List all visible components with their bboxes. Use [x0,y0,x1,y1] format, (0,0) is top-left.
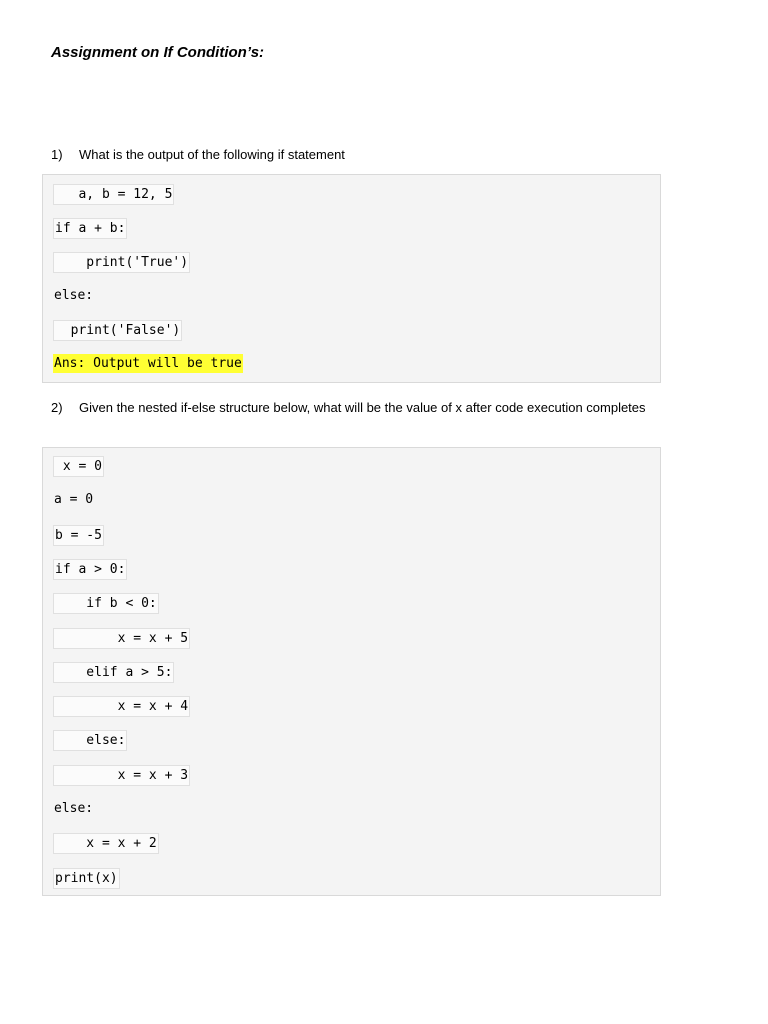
code-line: print('False') [53,320,182,339]
question-text: Given the nested if-else structure below, what will be the value of x after code execution completes [79,400,646,415]
code-block-1 [42,174,661,383]
code-line: elif a > 5: [53,662,174,681]
code-line: else: [54,288,94,303]
code-line: else: [54,801,94,816]
code-line: if b < 0: [53,593,159,612]
code-line: x = x + 3 [53,765,190,784]
code-line: if a > 0: [53,559,127,578]
code-line: print(x) [53,868,120,887]
document-title: Assignment on If Condition’s: [51,44,265,61]
question-number: 2) [51,400,63,415]
code-line: b = -5 [53,525,104,544]
code-line: x = x + 2 [53,833,159,852]
code-block-2 [42,447,661,896]
question-number: 1) [51,147,63,162]
code-line: x = 0 [53,456,104,475]
code-line: x = x + 4 [53,696,190,715]
code-line: if a + b: [53,218,127,237]
question-text: What is the output of the following if statement [79,147,345,162]
code-line: else: [53,730,127,749]
code-line: x = x + 5 [53,628,190,647]
answer-line: Ans: Output will be true [54,356,242,371]
code-line: print('True') [53,252,190,271]
code-line: a, b = 12, 5 [53,184,174,203]
code-line: a = 0 [54,492,94,507]
